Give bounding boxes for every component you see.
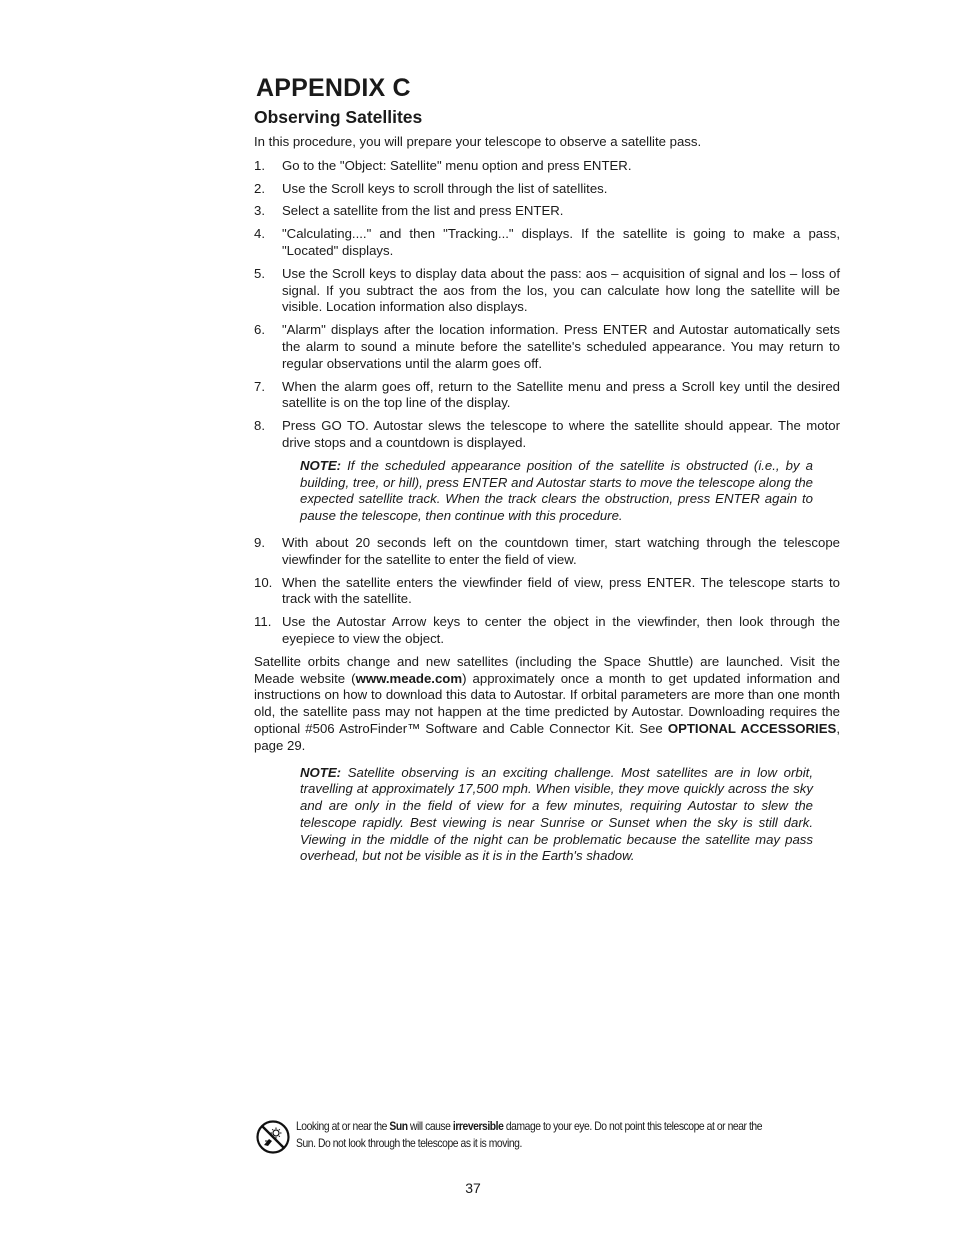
- note-label: NOTE:: [300, 457, 342, 473]
- step-text: "Calculating...." and then "Tracking..." displays. If the satellite is going to make a pass, "Located" displays.: [282, 226, 840, 258]
- step-number: 10.: [254, 574, 273, 590]
- step-text: Go to the "Object: Satellite" menu option and press ENTER.: [282, 157, 632, 173]
- orbits-text: Satellite orbits change and new satellites (including the Space Shuttle) are launched. Visit the Meade website (: [254, 653, 840, 686]
- warning-text: [296, 1118, 778, 1152]
- step-item: [254, 266, 840, 316]
- step-item: [254, 379, 840, 413]
- orbits-text: ) approximately once a month to get updated information and instructions on how to download this data to Autostar. If orbital parameters are more than one month old, the satellite pass may not happen at the time predicted by Autostar. Downloading requires the optional #506 AstroFinder™ Software and Cable Connector Kit. See: [254, 670, 840, 736]
- step-text: When the satellite enters the viewfinder field of view, press ENTER. The telescope starts to track with the satellite.: [282, 574, 840, 607]
- step-text: Use the Scroll keys to scroll through the list of satellites.: [282, 180, 608, 196]
- step-number: 4.: [254, 226, 265, 242]
- website-link: www.meade.com: [355, 670, 463, 686]
- step-text: "Alarm" displays after the location information. Press ENTER and Autostar automatically sets the alarm to sound a minute before the satellite's scheduled appearance. You may return to regular observations until the alarm goes off.: [282, 322, 840, 371]
- step-number: 2.: [254, 180, 265, 196]
- step-number: 11.: [254, 614, 272, 630]
- sun-warning: [256, 1118, 856, 1154]
- warning-text-part: will cause: [407, 1119, 453, 1133]
- step-text: With about 20 seconds left on the countdown timer, start watching through the telescope viewfinder for the satellite to enter the field of view.: [282, 534, 840, 567]
- step-number: 7.: [254, 378, 265, 394]
- step-number: 5.: [254, 265, 265, 281]
- orbits-text: , page 29.: [254, 720, 840, 753]
- step-text: Use the Scroll keys to display data about the pass: aos – acquisition of signal and los – loss of signal. If you subtract the aos from the los, you can calculate how long the satellite will be visible. Location information also displays.: [282, 265, 840, 315]
- note-text: If the scheduled appearance position of the satellite is obstructed (i.e., by a building, tree, or hill), press ENTER and Autostar starts to move the telescope along the expected satellite track. When the track clears the obstruction, press ENTER again to pause the telescope, then continue with this procedure.: [300, 457, 813, 524]
- note-text: Satellite observing is an exciting challenge. Most satellites are in low orbit, travelling at approximately 17,500 mph. When visible, they move quickly across the sky and are only in the field of view for a few minutes, requiring Autostar to slew the telescope rapidly. Best viewing is near Sunrise or Sunset when the sky is still dark. Viewing in the middle of the night can be problematic because the satellite may pass overhead, but not be visible as it is in the Earth's shadow.: [300, 764, 813, 864]
- note-obstructed: [300, 458, 813, 525]
- step-text: When the alarm goes off, return to the Satellite menu and press a Scroll key until the desired satellite is on the top line of the display.: [282, 378, 840, 411]
- intro-paragraph: In this procedure, you will prepare your telescope to observe a satellite pass.: [254, 134, 702, 149]
- note-satellite-observing: [300, 765, 813, 866]
- warning-text-part: damage to your eye. Do not point this telescope at or near the Sun. Do not look through the telescope as it is moving.: [296, 1119, 763, 1150]
- step-item: [254, 226, 840, 260]
- appendix-title: APPENDIX C: [256, 74, 411, 102]
- page-number: 37: [465, 1180, 481, 1196]
- accessories-reference: OPTIONAL ACCESSORIES: [667, 720, 837, 736]
- step-text: Use the Autostar Arrow keys to center the object in the viewfinder, then look through the eyepiece to view the object.: [282, 614, 840, 646]
- step-item: [254, 535, 840, 569]
- step-text: Press GO TO. Autostar slews the telescope to where the satellite should appear. The motor drive stops and a countdown is displayed.: [282, 418, 840, 450]
- step-item: [254, 203, 840, 220]
- step-number: 1.: [254, 157, 265, 173]
- step-item: [254, 181, 840, 198]
- step-item: [254, 614, 840, 648]
- note-label: NOTE:: [300, 764, 342, 780]
- step-number: 3.: [254, 203, 265, 219]
- section-heading: Observing Satellites: [254, 107, 423, 127]
- step-item: [254, 418, 840, 452]
- page-content: [254, 74, 840, 875]
- step-item: [254, 575, 840, 609]
- orbits-paragraph: [254, 654, 840, 755]
- step-text: Select a satellite from the list and press ENTER.: [282, 203, 564, 219]
- step-item: [254, 322, 840, 372]
- warning-text-part: Looking at or near the: [296, 1119, 390, 1133]
- warning-irreversible: irreversible: [452, 1119, 504, 1133]
- step-number: 6.: [254, 322, 265, 338]
- no-sun-warning-icon: [256, 1120, 290, 1154]
- step-number: 9.: [254, 534, 265, 550]
- step-item: [254, 158, 840, 175]
- warning-sun: Sun: [389, 1119, 408, 1133]
- step-number: 8.: [254, 418, 265, 434]
